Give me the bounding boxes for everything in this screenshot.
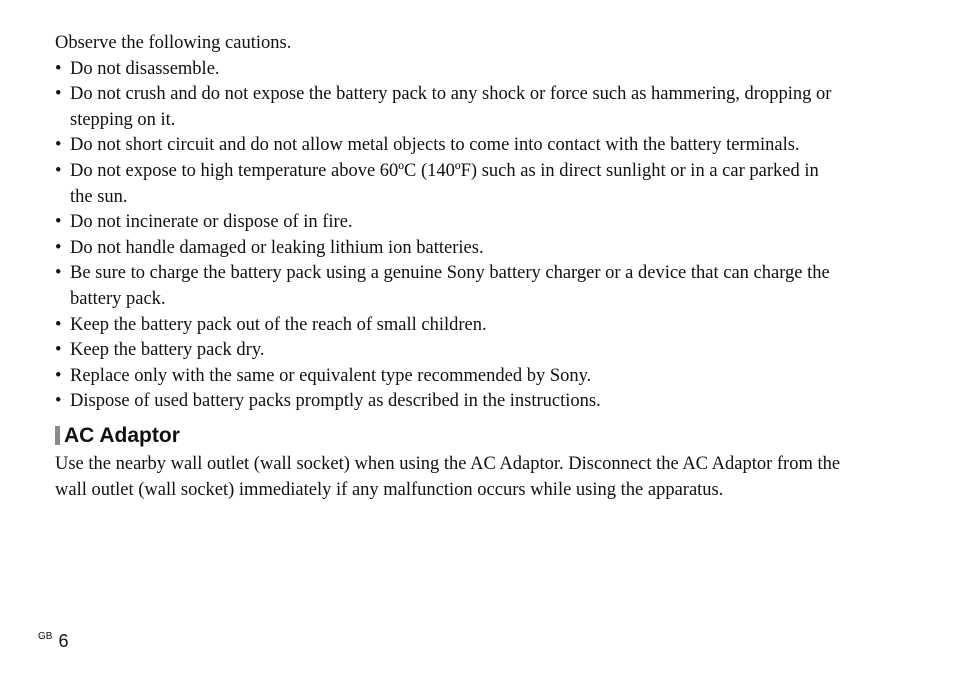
caution-text: Do not incinerate or dispose of in fire. xyxy=(70,212,353,233)
bullet-icon: • xyxy=(55,84,62,105)
bullet-icon: • xyxy=(55,314,62,335)
region-code: GB xyxy=(38,631,53,642)
caution-text: Do not short circuit and do not allow metal objects to come into contact with the battery terminals. xyxy=(70,135,800,156)
caution-text: Keep the battery pack dry. xyxy=(70,340,265,361)
caution-text: Replace only with the same or equivalent type recommended by Sony. xyxy=(70,365,592,386)
caution-text: Do not disassemble. xyxy=(70,58,220,79)
caution-text: Do not crush and do not expose the battery pack to any shock or force such as hammering, dropping or stepping on it. xyxy=(70,84,832,130)
ac-adaptor-body: Use the nearby wall outlet (wall socket) when using the AC Adaptor. Disconnect the AC Adaptor from the wall outlet (wall socket) immediately if any malfunction occurs while using the apparatus. xyxy=(55,453,841,500)
bullet-icon: • xyxy=(55,237,62,258)
page-number: 6 xyxy=(58,631,69,651)
section-title: AC Adaptor xyxy=(64,423,180,447)
caution-text: Do not expose to high temperature above 60ºC (140ºF) such as in direct sunlight or in a car parked in the sun. xyxy=(70,160,819,207)
list-item xyxy=(55,313,845,339)
list-item xyxy=(55,338,845,364)
heading-marker-icon xyxy=(55,426,60,445)
list-item xyxy=(55,82,845,133)
caution-text: Dispose of used battery packs promptly as described in the instructions. xyxy=(70,391,601,412)
caution-text: Keep the battery pack out of the reach of small children. xyxy=(70,314,487,335)
section-heading-ac-adaptor xyxy=(55,424,845,448)
caution-text: Be sure to charge the battery pack using a genuine Sony battery charger or a device that can charge the battery pack. xyxy=(70,263,830,309)
page-content xyxy=(55,31,845,503)
bullet-icon: • xyxy=(55,58,62,79)
bullet-icon: • xyxy=(55,391,62,412)
bullet-icon: • xyxy=(55,135,62,156)
bullet-icon: • xyxy=(55,263,62,284)
page-footer xyxy=(38,630,68,652)
list-item xyxy=(55,133,845,159)
bullet-icon: • xyxy=(55,340,62,361)
bullet-icon: • xyxy=(55,160,62,181)
bullet-icon: • xyxy=(55,365,62,386)
caution-text: Do not handle damaged or leaking lithium ion batteries. xyxy=(70,237,484,258)
list-item xyxy=(55,57,845,83)
list-item xyxy=(55,159,845,210)
list-item xyxy=(55,261,845,312)
list-item xyxy=(55,389,845,415)
intro-text: Observe the following cautions. xyxy=(55,33,292,53)
cautions-list xyxy=(55,57,845,415)
list-item xyxy=(55,364,845,390)
list-item xyxy=(55,210,845,236)
bullet-icon: • xyxy=(55,212,62,233)
list-item xyxy=(55,236,845,262)
